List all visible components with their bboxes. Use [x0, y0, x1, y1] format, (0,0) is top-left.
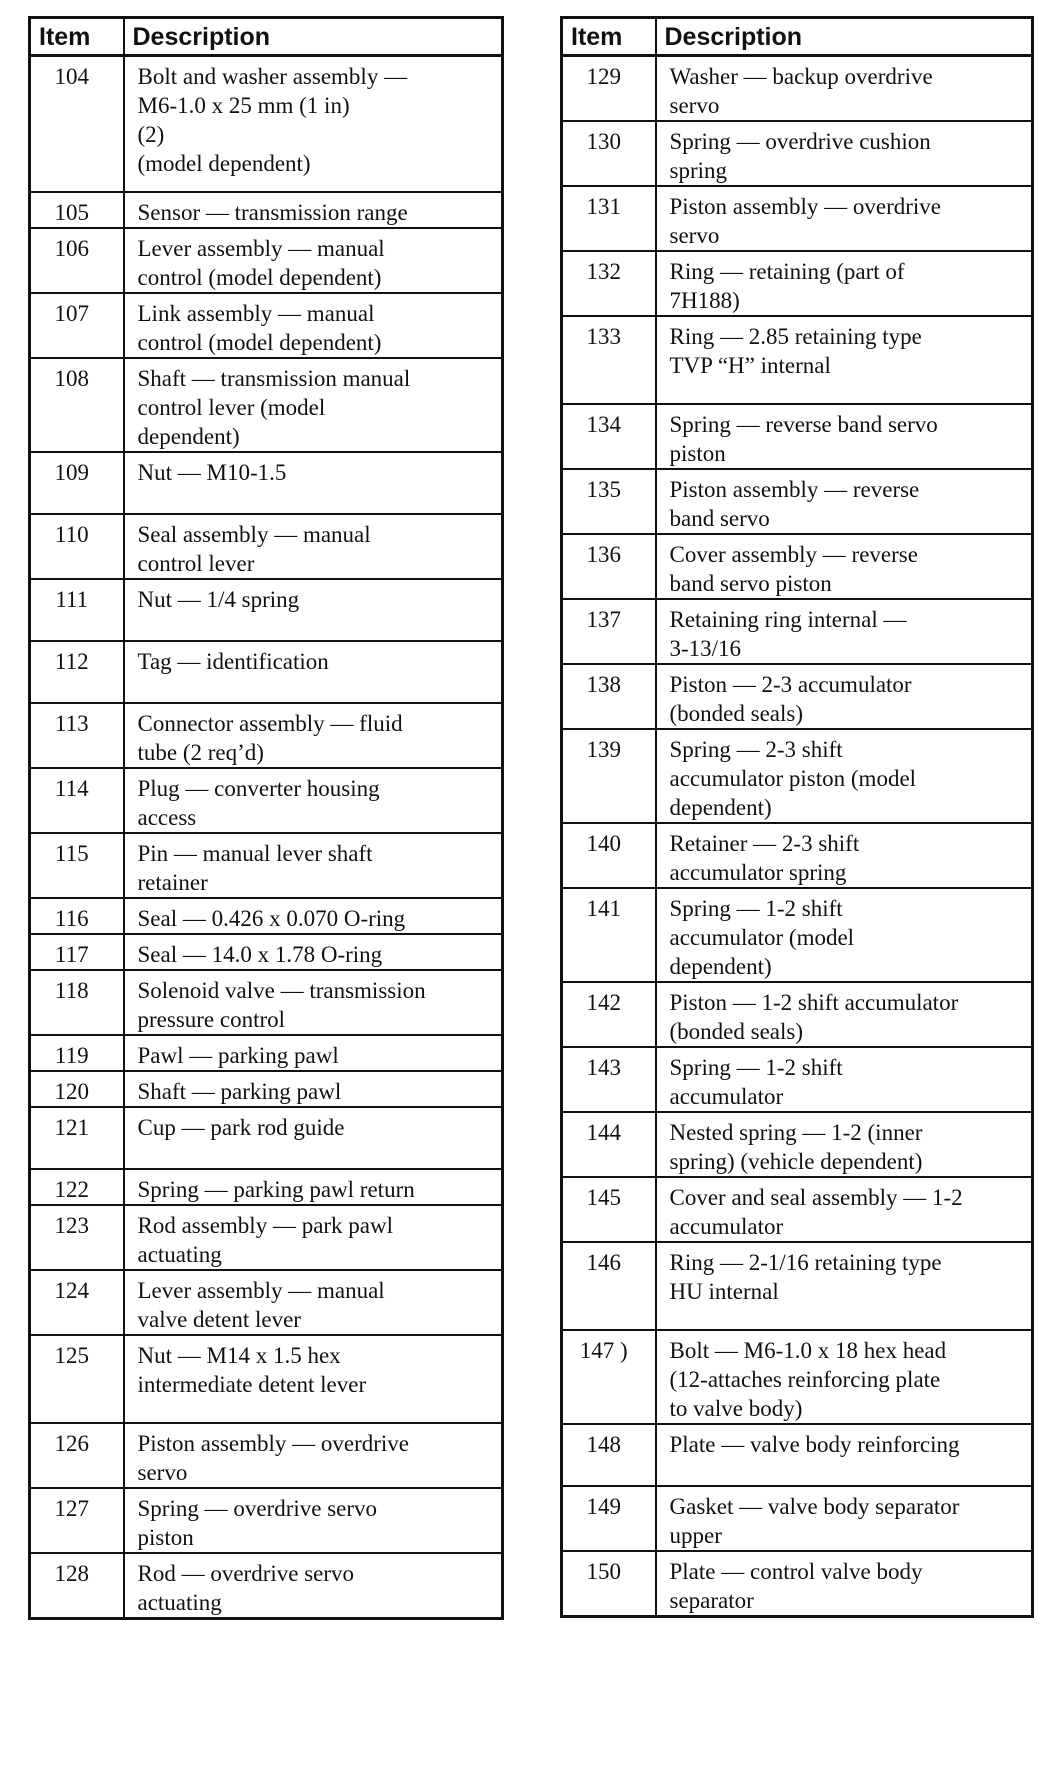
description-line: control (model dependent) — [137, 329, 382, 355]
table-row — [562, 469, 1033, 534]
description-line: Tag — identification — [137, 648, 329, 674]
description-line: Shaft — parking pawl — [137, 1078, 342, 1104]
description-line: actuating — [137, 1241, 222, 1267]
item-number: 131 — [562, 186, 656, 251]
item-number: 122 — [30, 1169, 124, 1205]
description-line: Nut — M14 x 1.5 hex — [137, 1342, 341, 1368]
item-number: 115 — [30, 833, 124, 898]
description-line: Solenoid valve — transmission — [137, 977, 426, 1003]
header-row — [30, 18, 503, 56]
table-row — [30, 514, 503, 579]
description-line: Seal assembly — manual — [137, 521, 371, 547]
description-line: accumulator piston (model — [669, 766, 917, 791]
item-description — [656, 469, 1033, 534]
item-description — [656, 1330, 1033, 1424]
item-number: 127 — [30, 1488, 124, 1553]
description-line: control lever (model — [137, 394, 326, 420]
table-row — [562, 186, 1033, 251]
item-description — [656, 1047, 1033, 1112]
table-row — [562, 121, 1033, 186]
table-row — [562, 1242, 1033, 1330]
description-line: separator — [669, 1588, 754, 1613]
description-line: Cover and seal assembly — 1-2 — [669, 1185, 963, 1210]
item-description — [124, 934, 503, 970]
table-row — [30, 768, 503, 833]
description-line: spring — [669, 158, 727, 183]
description-line: Retaining ring internal — — [669, 607, 907, 632]
table-row — [562, 729, 1033, 823]
description-line: Spring — overdrive cushion — [669, 129, 931, 154]
item-number: 141 — [562, 888, 656, 982]
item-description — [656, 121, 1033, 186]
description-line: Seal — 14.0 x 1.78 O-ring — [137, 941, 383, 967]
item-description — [656, 316, 1033, 404]
description-line: Piston — 2-3 accumulator — [669, 672, 912, 697]
item-number: 126 — [30, 1423, 124, 1488]
item-description — [656, 251, 1033, 316]
item-number: 112 — [30, 641, 124, 703]
description-line: 3-13/16 — [669, 636, 742, 661]
item-description — [656, 1424, 1033, 1486]
item-number: 109 — [30, 452, 124, 514]
table-row — [30, 1205, 503, 1270]
description-line: Lever assembly — manual — [137, 1277, 385, 1303]
item-number: 116 — [30, 898, 124, 934]
item-description — [124, 358, 503, 452]
item-description — [124, 1107, 503, 1169]
item-number: 123 — [30, 1205, 124, 1270]
description-line: retainer — [137, 869, 208, 895]
item-description — [656, 888, 1033, 982]
item-number: 111 — [30, 579, 124, 641]
item-description — [124, 579, 503, 641]
description-column-header: Description — [656, 18, 1033, 56]
item-description — [656, 56, 1033, 122]
item-number: 148 — [562, 1424, 656, 1486]
item-description — [124, 514, 503, 579]
table-row — [562, 1112, 1033, 1177]
item-description — [656, 404, 1033, 469]
table-row — [30, 641, 503, 703]
description-line: M6-1.0 x 25 mm (1 in) — [137, 93, 350, 118]
description-line: servo — [137, 1459, 188, 1485]
description-line: Nut — 1/4 spring — [137, 586, 300, 612]
table-row — [562, 404, 1033, 469]
description-line: Shaft — transmission manual — [137, 365, 411, 391]
description-line: dependent) — [137, 423, 240, 449]
description-line: Piston assembly — reverse — [669, 477, 920, 502]
item-number: 149 — [562, 1486, 656, 1551]
item-description — [124, 898, 503, 934]
table-row — [562, 534, 1033, 599]
item-number: 107 — [30, 293, 124, 358]
description-line: Sensor — transmission range — [137, 199, 408, 225]
table-row — [562, 1424, 1033, 1486]
table-row — [30, 1335, 503, 1423]
item-number: 132 — [562, 251, 656, 316]
table-row — [562, 1330, 1033, 1424]
table-row — [30, 703, 503, 768]
item-description — [124, 1270, 503, 1335]
parts-table-left — [28, 16, 504, 1620]
item-number: 108 — [30, 358, 124, 452]
item-number: 138 — [562, 664, 656, 729]
description-line: Washer — backup overdrive — [669, 64, 933, 89]
description-line: Spring — overdrive servo — [137, 1495, 378, 1521]
item-number: 130 — [562, 121, 656, 186]
item-number: 144 — [562, 1112, 656, 1177]
item-number: 118 — [30, 970, 124, 1035]
item-description — [656, 186, 1033, 251]
description-line: (12-attaches reinforcing plate — [669, 1367, 941, 1392]
item-description — [124, 1071, 503, 1107]
table-row — [562, 664, 1033, 729]
table-row — [30, 1169, 503, 1205]
table-row — [562, 888, 1033, 982]
item-number: 143 — [562, 1047, 656, 1112]
table-row — [30, 1270, 503, 1335]
description-line: servo — [669, 223, 720, 248]
description-line: Retainer — 2-3 shift — [669, 831, 860, 856]
item-description — [124, 970, 503, 1035]
item-description — [124, 1035, 503, 1071]
item-description — [124, 768, 503, 833]
description-line: to valve body) — [669, 1396, 803, 1421]
item-number: 146 — [562, 1242, 656, 1330]
parts-table-right — [560, 16, 1034, 1618]
description-line: Pin — manual lever shaft — [137, 840, 373, 866]
table-row — [30, 1107, 503, 1169]
item-number: 133 — [562, 316, 656, 404]
item-description — [124, 56, 503, 192]
description-line: (bonded seals) — [669, 701, 803, 726]
item-number: 139 — [562, 729, 656, 823]
description-line: Lever assembly — manual — [137, 235, 385, 261]
item-description — [656, 599, 1033, 664]
item-number: 124 — [30, 1270, 124, 1335]
description-line: Cup — park rod guide — [137, 1114, 345, 1140]
description-line: Cover assembly — reverse — [669, 542, 918, 567]
item-description — [124, 452, 503, 514]
item-description — [656, 729, 1033, 823]
item-number: 147 ) — [562, 1330, 656, 1424]
item-description — [124, 641, 503, 703]
item-number: 135 — [562, 469, 656, 534]
item-description — [124, 703, 503, 768]
item-description — [124, 228, 503, 293]
description-line: spring) (vehicle dependent) — [669, 1149, 923, 1174]
description-line: HU internal — [669, 1279, 779, 1304]
header-row — [562, 18, 1033, 56]
item-description — [124, 1205, 503, 1270]
table-row — [30, 970, 503, 1035]
description-line: Spring — reverse band servo — [669, 412, 938, 437]
item-description — [656, 534, 1033, 599]
item-number: 106 — [30, 228, 124, 293]
item-description — [656, 823, 1033, 888]
item-number: 137 — [562, 599, 656, 664]
table-row — [562, 1486, 1033, 1551]
description-line: Spring — 1-2 shift — [669, 896, 843, 921]
item-number: 121 — [30, 1107, 124, 1169]
table-row — [562, 599, 1033, 664]
description-line: Connector assembly — fluid — [137, 710, 403, 736]
description-line: Spring — 2-3 shift — [669, 737, 843, 762]
description-line: Pawl — parking pawl — [137, 1042, 339, 1068]
table-row — [30, 192, 503, 228]
description-line: control (model dependent) — [137, 264, 382, 290]
description-line: intermediate detent lever — [137, 1371, 367, 1397]
description-line: Plug — converter housing — [137, 775, 380, 801]
description-line: Nested spring — 1-2 (inner — [669, 1120, 923, 1145]
item-description — [656, 1112, 1033, 1177]
table-row — [30, 1071, 503, 1107]
item-description — [124, 1488, 503, 1553]
item-column-header: Item — [562, 18, 656, 56]
description-line: Bolt and washer assembly — — [137, 64, 408, 89]
item-description — [124, 1169, 503, 1205]
description-line: Rod — overdrive servo — [137, 1560, 355, 1586]
description-line: dependent) — [669, 795, 772, 820]
description-line: Ring — 2-1/16 retaining type — [669, 1250, 942, 1275]
description-line: Piston — 1-2 shift accumulator — [669, 990, 959, 1015]
item-number: 136 — [562, 534, 656, 599]
description-line: Bolt — M6-1.0 x 18 hex head — [669, 1338, 947, 1363]
description-line: accumulator — [669, 1084, 784, 1109]
item-description — [124, 1423, 503, 1488]
item-description — [656, 1242, 1033, 1330]
item-number: 105 — [30, 192, 124, 228]
description-line: TVP “H” internal — [669, 353, 831, 378]
description-line: Ring — retaining (part of — [669, 259, 905, 284]
description-line: accumulator — [669, 1214, 784, 1239]
description-line: Spring — 1-2 shift — [669, 1055, 843, 1080]
table-row — [562, 1047, 1033, 1112]
table-row — [562, 1177, 1033, 1242]
item-number: 113 — [30, 703, 124, 768]
item-number: 114 — [30, 768, 124, 833]
description-line: (2) — [137, 122, 165, 147]
description-line: Ring — 2.85 retaining type — [669, 324, 922, 349]
item-number: 142 — [562, 982, 656, 1047]
item-description — [656, 1551, 1033, 1617]
item-column-header: Item — [30, 18, 124, 56]
item-number: 125 — [30, 1335, 124, 1423]
description-line: Plate — control valve body — [669, 1559, 923, 1584]
item-description — [656, 1486, 1033, 1551]
description-line: (bonded seals) — [669, 1019, 803, 1044]
table-row — [30, 579, 503, 641]
table-row — [562, 316, 1033, 404]
description-line: servo — [669, 93, 720, 118]
item-description — [656, 982, 1033, 1047]
description-line: accumulator spring — [669, 860, 847, 885]
description-line: dependent) — [669, 954, 772, 979]
description-line: piston — [669, 441, 726, 466]
item-description — [124, 833, 503, 898]
table-row — [30, 452, 503, 514]
item-number: 110 — [30, 514, 124, 579]
description-line: Spring — parking pawl return — [137, 1176, 415, 1202]
item-number: 145 — [562, 1177, 656, 1242]
table-row — [30, 1488, 503, 1553]
description-line: piston — [137, 1524, 194, 1550]
description-line: Seal — 0.426 x 0.070 O-ring — [137, 905, 406, 931]
item-number: 119 — [30, 1035, 124, 1071]
table-row — [562, 56, 1033, 122]
item-number: 128 — [30, 1553, 124, 1619]
item-number: 117 — [30, 934, 124, 970]
item-description — [124, 192, 503, 228]
item-description — [124, 293, 503, 358]
item-number: 150 — [562, 1551, 656, 1617]
table-row — [30, 898, 503, 934]
item-description — [124, 1553, 503, 1619]
description-line: Link assembly — manual — [137, 300, 375, 326]
description-line: pressure control — [137, 1006, 286, 1032]
description-line: Gasket — valve body separator — [669, 1494, 960, 1519]
table-row — [30, 228, 503, 293]
item-number: 104 — [30, 56, 124, 192]
description-line: Plate — valve body reinforcing — [669, 1432, 960, 1457]
table-row — [30, 1423, 503, 1488]
table-row — [30, 934, 503, 970]
description-line: Rod assembly — park pawl — [137, 1212, 394, 1238]
item-description — [124, 1335, 503, 1423]
description-line: Nut — M10-1.5 — [137, 459, 287, 485]
description-column-header: Description — [124, 18, 503, 56]
description-line: accumulator (model — [669, 925, 855, 950]
table-row — [30, 358, 503, 452]
table-row — [30, 56, 503, 192]
item-number: 134 — [562, 404, 656, 469]
description-line: (model dependent) — [137, 151, 311, 176]
description-line: band servo piston — [669, 571, 832, 596]
description-line: actuating — [137, 1589, 222, 1615]
item-number: 140 — [562, 823, 656, 888]
table-row — [562, 1551, 1033, 1617]
description-line: valve detent lever — [137, 1306, 301, 1332]
description-line: control lever — [137, 550, 255, 576]
table-row — [30, 1035, 503, 1071]
table-row — [562, 982, 1033, 1047]
description-line: tube (2 req’d) — [137, 739, 264, 765]
description-line: access — [137, 804, 197, 830]
description-line: Piston assembly — overdrive — [137, 1430, 409, 1456]
item-description — [656, 1177, 1033, 1242]
table-row — [30, 1553, 503, 1619]
item-number: 129 — [562, 56, 656, 122]
table-row — [30, 833, 503, 898]
item-description — [656, 664, 1033, 729]
table-row — [562, 823, 1033, 888]
description-line: upper — [669, 1523, 722, 1548]
description-line: 7H188) — [669, 288, 740, 313]
description-line: Piston assembly — overdrive — [669, 194, 941, 219]
table-row — [30, 293, 503, 358]
item-number: 120 — [30, 1071, 124, 1107]
table-row — [562, 251, 1033, 316]
description-line: band servo — [669, 506, 770, 531]
